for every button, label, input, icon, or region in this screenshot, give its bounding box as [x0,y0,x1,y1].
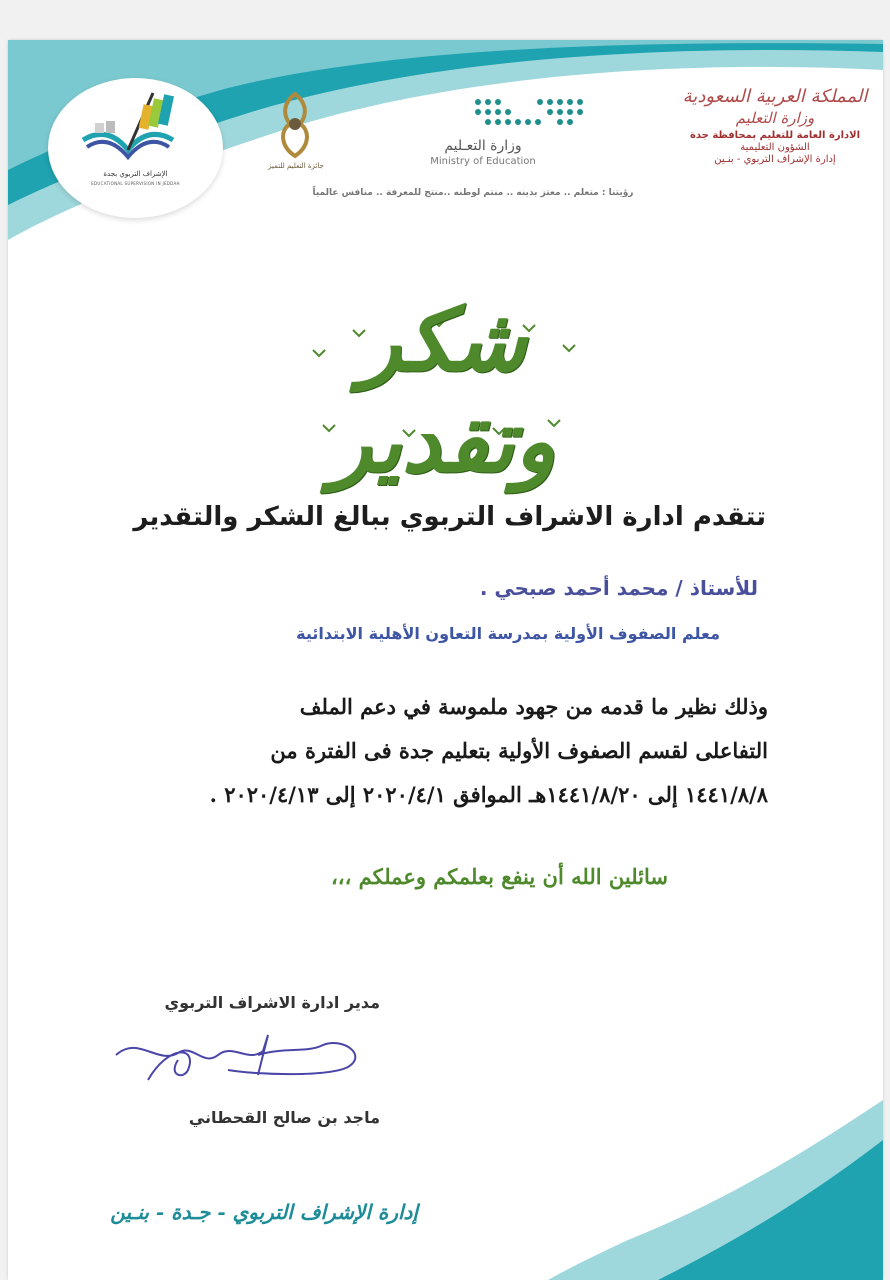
body-line-1: وذلك نظير ما قدمه من جهود ملموسة في دعم الملف [299,694,768,719]
teacher-position-line: معلم الصفوف الأولية بمدرسة التعاون الأهلية الابتدائية [296,624,720,643]
ministry-name-ar: وزارة التعـليم [444,138,522,154]
body-line-3: ١٤٤١/٨/٨ إلى ١٤٤١/٨/٢٠هـ الموافق ٢٠٢٠/٤/١ إلى ٢٠٢٠/٤/١٣ . [209,782,768,807]
certificate-body [123,685,768,817]
ministry-name-en: Ministry of Education [430,156,536,167]
certificate-page [8,40,883,1280]
ministry-dots-icon [470,96,590,132]
body-line-2: التفاعلى لقسم الصفوف الأولية بتعليم جدة فى الفترة من [270,738,768,763]
footer-department: إدارة الإشراف التربوي - جـدة - بنـين [110,1200,418,1224]
teacher-name-line: للأستاذ / محمد أحمد صبحي . [479,576,758,600]
director-title: مدير ادارة الاشراف التربوي [164,993,380,1012]
kingdom-name: المملكة العربية السعودية [682,86,868,107]
supervision-logo-caption-en: EDUCATIONAL SUPERVISION IN JEDDAH [91,181,180,186]
director-name: ماجد بن صالح القحطاني [188,1108,380,1127]
signature-icon [108,1025,378,1090]
award-logo-caption: جائزة التعليم للتميز [268,162,324,170]
educational-affairs: الشؤون التعليمية [740,142,810,153]
certificate-title: شكر وتقدير [330,290,556,492]
certificate-heading: تتقدم ادارة الاشراف التربوي ببالغ الشكر والتقدير [133,502,766,532]
book-icon [73,85,183,170]
kingdom-header-block [675,86,875,165]
general-administration: الادارة العامة للتعليم بمحافظة جدة [689,130,861,141]
closing-prayer: سائلين الله أن ينفع بعلمكم وعملكم ،،، [331,864,668,889]
supervision-logo-caption: الإشراف التربوي بجدة [103,170,168,178]
supervision-department: إدارة الإشراف التربوي - بنـين [714,154,836,165]
ministry-calligraphy: وزارة التعليم [735,109,815,127]
award-emblem-icon [270,90,320,162]
decorative-waves [8,40,883,1280]
vision-statement: رؤيتنا : متعلم .. معتز بدينه .. منتم لوطنه ..منتج للمعرفة .. منافس عالمياً [312,188,634,198]
